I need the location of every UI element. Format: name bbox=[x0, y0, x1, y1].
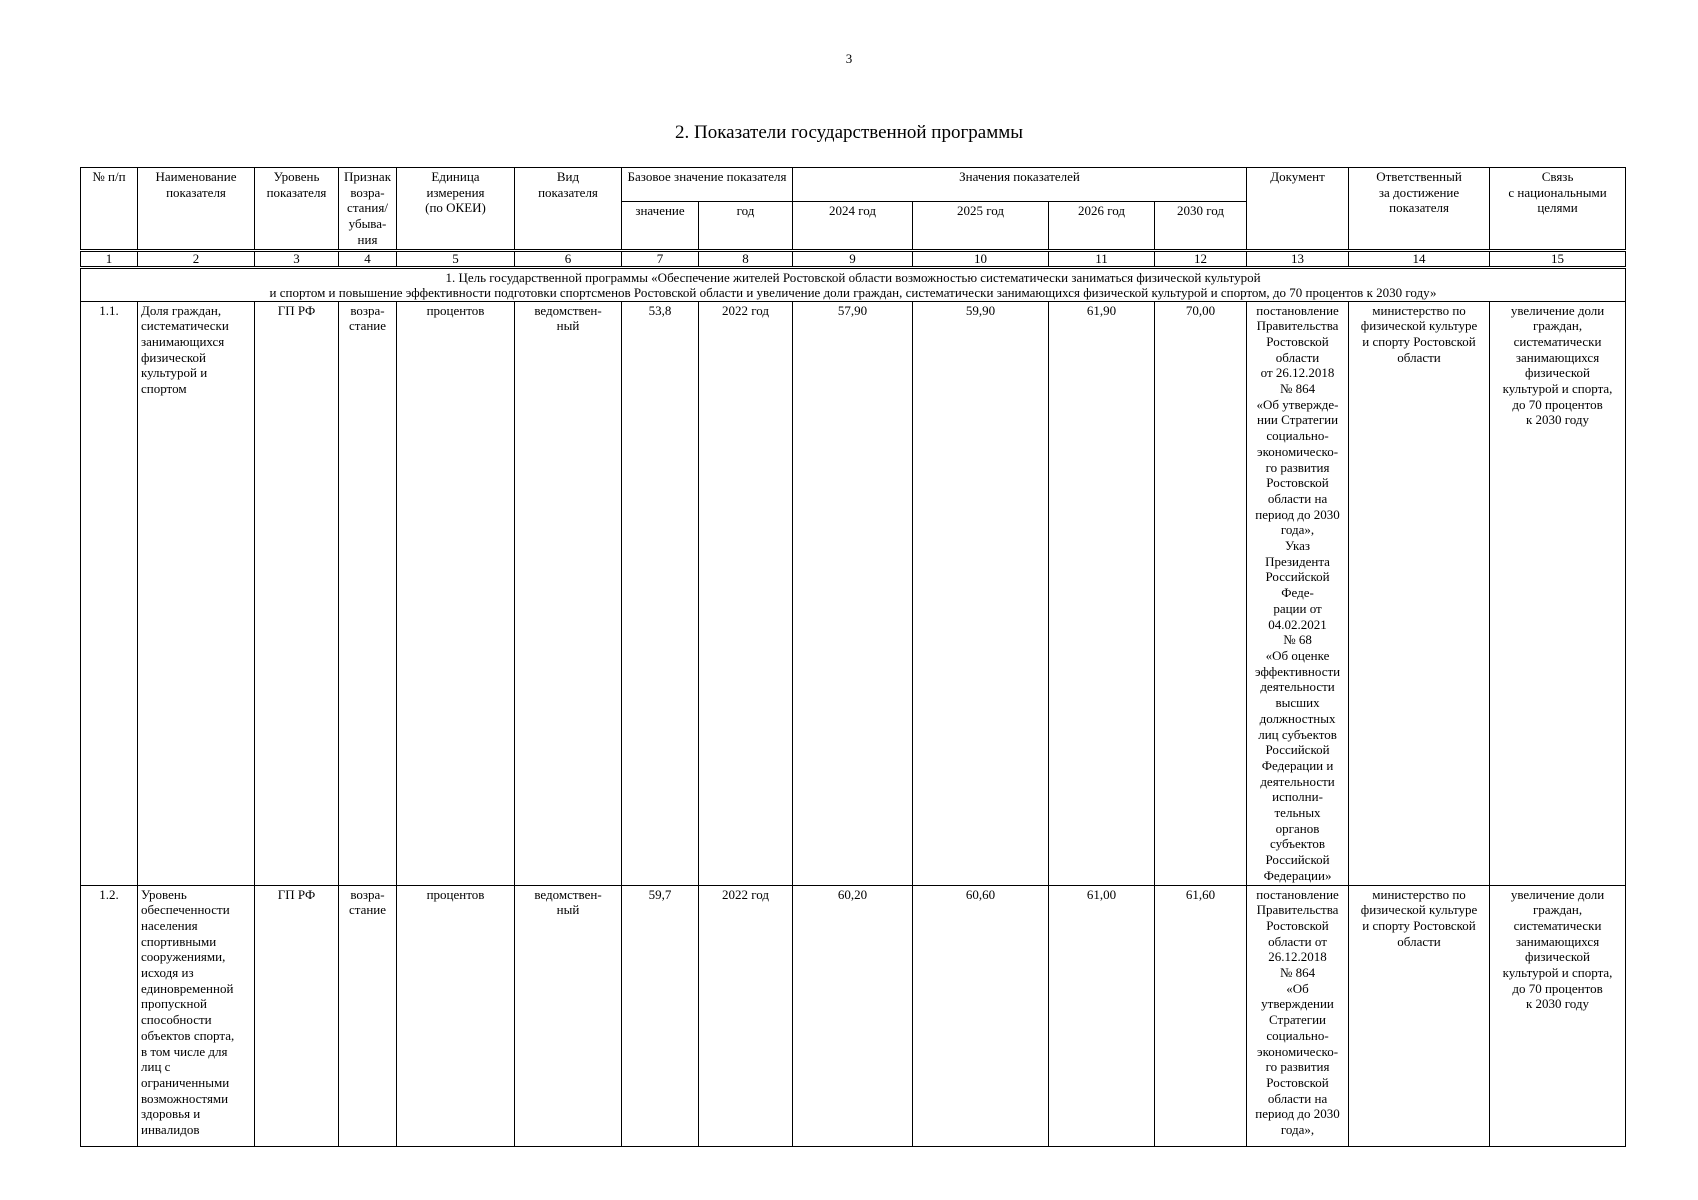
text-line: ограниченными bbox=[141, 1074, 230, 1090]
text-line: увеличение доли bbox=[1510, 886, 1605, 902]
text-line: экономическо- bbox=[1257, 1043, 1339, 1059]
text-line: социально- bbox=[1266, 1027, 1329, 1043]
text-line: Российской bbox=[1265, 852, 1330, 868]
text-line: исполни- bbox=[1272, 789, 1323, 805]
text-line: области bbox=[1275, 349, 1320, 365]
text-line: к 2030 году bbox=[1525, 996, 1590, 1012]
text-line: возможностями bbox=[141, 1090, 229, 1106]
indicator-name bbox=[138, 885, 255, 1146]
header-num: № п/п bbox=[81, 168, 138, 251]
column-number: 11 bbox=[1049, 250, 1155, 267]
header-year-2025: 2025 год bbox=[913, 201, 1049, 250]
text-line: ния bbox=[357, 231, 378, 247]
value-2025: 60,60 bbox=[913, 885, 1049, 1146]
column-number: 9 bbox=[793, 250, 913, 267]
text-line: Связь bbox=[1541, 169, 1574, 184]
text-line: за достижение bbox=[1378, 184, 1460, 200]
text-line: обеспеченности bbox=[141, 902, 230, 918]
text-line: Доля граждан, bbox=[141, 302, 222, 318]
indicator-document bbox=[1247, 301, 1349, 885]
base-value: 59,7 bbox=[622, 885, 699, 1146]
table-row bbox=[81, 885, 1626, 1146]
column-number: 14 bbox=[1349, 250, 1490, 267]
column-number: 2 bbox=[138, 250, 255, 267]
text-line: ный bbox=[556, 902, 580, 918]
text-line: показателя bbox=[538, 184, 598, 200]
text-line: Ростовской bbox=[1266, 333, 1329, 349]
text-line: период до 2030 bbox=[1255, 1106, 1340, 1122]
value-2026: 61,00 bbox=[1049, 885, 1155, 1146]
text-line: и спорту Ростовской bbox=[1362, 333, 1476, 349]
text-line: систематически bbox=[1513, 333, 1602, 349]
text-line: лиц субъектов bbox=[1258, 726, 1337, 742]
text-line: культурой и спорта, bbox=[1502, 381, 1613, 397]
text-line: Правительства bbox=[1256, 902, 1339, 918]
text-line: Ростовской bbox=[1266, 1074, 1329, 1090]
text-line: Ответственный bbox=[1376, 169, 1462, 184]
column-number: 6 bbox=[515, 250, 622, 267]
header-year-2026: 2026 год bbox=[1049, 201, 1155, 250]
text-line: ный bbox=[556, 318, 580, 334]
text-line: «Об утвержде- bbox=[1256, 396, 1339, 412]
header-unit bbox=[397, 168, 515, 251]
indicator-national-goal bbox=[1490, 885, 1626, 1146]
text-line: года», bbox=[1280, 1122, 1315, 1138]
text-line: ведомствен- bbox=[534, 302, 602, 318]
text-line: стание bbox=[348, 902, 387, 918]
header-trend bbox=[339, 168, 397, 251]
indicator-trend bbox=[339, 885, 397, 1146]
text-line: министерство по bbox=[1372, 886, 1466, 902]
text-line: способности bbox=[141, 1012, 212, 1028]
text-line: области bbox=[1397, 349, 1441, 365]
text-line: физической bbox=[1525, 949, 1591, 965]
document-title: 2. Показатели государственной программы bbox=[674, 122, 1024, 143]
text-line: постановление bbox=[1256, 886, 1339, 902]
column-number: 3 bbox=[255, 250, 339, 267]
header-values: Значения показателей bbox=[793, 168, 1247, 202]
text-line: единовременной bbox=[141, 980, 234, 996]
header-link bbox=[1490, 168, 1626, 251]
text-line: органов bbox=[1275, 820, 1320, 836]
text-line: Единица bbox=[431, 169, 480, 184]
text-line: до 70 процентов bbox=[1512, 396, 1603, 412]
text-line: «Об bbox=[1286, 980, 1309, 996]
text-line: целями bbox=[1537, 200, 1578, 216]
text-line: № 68 bbox=[1283, 632, 1312, 648]
text-line: физической культуре bbox=[1360, 902, 1478, 918]
header-level: Уровень показателя bbox=[255, 168, 339, 251]
text-line: населения bbox=[141, 917, 198, 933]
indicator-trend bbox=[339, 301, 397, 885]
text-line: Феде- bbox=[1281, 585, 1314, 601]
text-line: Российской bbox=[1265, 742, 1330, 758]
text-line: (по ОКЕИ) bbox=[425, 200, 486, 216]
value-2024: 60,20 bbox=[793, 885, 913, 1146]
program-goal bbox=[81, 267, 1626, 301]
text-line: здоровья и bbox=[141, 1106, 201, 1122]
text-line: пропускной bbox=[141, 996, 207, 1012]
text-line: занимающихся bbox=[1515, 933, 1600, 949]
text-line: спортивными bbox=[141, 933, 217, 949]
value-2026: 61,90 bbox=[1049, 301, 1155, 885]
text-line: Российской bbox=[1265, 569, 1330, 585]
text-line: инвалидов bbox=[141, 1122, 200, 1138]
text-line: увеличение доли bbox=[1510, 302, 1605, 318]
page-number: 3 bbox=[845, 51, 853, 66]
text-line: 26.12.2018 bbox=[1268, 949, 1327, 965]
text-line: физической культуре bbox=[1360, 318, 1478, 334]
value-2030: 61,60 bbox=[1155, 885, 1247, 1146]
text-line: социально- bbox=[1266, 428, 1329, 444]
column-number: 5 bbox=[397, 250, 515, 267]
indicator-level: ГП РФ bbox=[255, 885, 339, 1146]
text-line: период до 2030 bbox=[1255, 506, 1340, 522]
indicator-type bbox=[515, 301, 622, 885]
indicator-name bbox=[138, 301, 255, 885]
text-line: систематически bbox=[141, 318, 229, 334]
text-line: возра- bbox=[350, 886, 385, 902]
text-line: от 26.12.2018 bbox=[1260, 365, 1335, 381]
header-row bbox=[81, 168, 1626, 202]
text-line: Правительства bbox=[1256, 318, 1339, 334]
text-line: го развития bbox=[1265, 1059, 1330, 1075]
indicator-document bbox=[1247, 885, 1349, 1146]
text-line: физической bbox=[141, 349, 206, 365]
text-line: экономическо- bbox=[1257, 443, 1339, 459]
value-2024: 57,90 bbox=[793, 301, 913, 885]
text-line: Указ bbox=[1284, 538, 1311, 554]
text-line: физической bbox=[1525, 365, 1591, 381]
text-line: области от bbox=[1268, 933, 1327, 949]
text-line: тельных bbox=[1274, 805, 1321, 821]
text-line: деятельности bbox=[1260, 773, 1335, 789]
base-value: 53,8 bbox=[622, 301, 699, 885]
header-base: Базовое значение показателя bbox=[622, 168, 793, 202]
text-line: граждан, bbox=[1532, 902, 1583, 918]
base-year: 2022 год bbox=[699, 301, 793, 885]
text-line: Президента bbox=[1265, 553, 1330, 569]
text-line: объектов спорта, bbox=[141, 1027, 235, 1043]
text-line: утверждении bbox=[1261, 996, 1334, 1012]
text-line: министерство по bbox=[1372, 302, 1466, 318]
indicator-unit: процентов bbox=[397, 301, 515, 885]
column-number: 10 bbox=[913, 250, 1049, 267]
text-line: 04.02.2021 bbox=[1268, 616, 1327, 632]
indicator-level: ГП РФ bbox=[255, 301, 339, 885]
indicator-national-goal bbox=[1490, 301, 1626, 885]
base-year: 2022 год bbox=[699, 885, 793, 1146]
text-line: культурой и bbox=[141, 365, 208, 381]
text-line: № 864 bbox=[1279, 381, 1316, 397]
text-line: исходя из bbox=[141, 965, 194, 981]
text-line: Федерации» bbox=[1263, 867, 1332, 883]
text-line: нии Стратегии bbox=[1256, 412, 1339, 428]
goal-row bbox=[81, 267, 1626, 301]
column-number: 1 bbox=[81, 250, 138, 267]
text-line: ведомствен- bbox=[534, 886, 602, 902]
text-line: с национальными bbox=[1508, 184, 1607, 200]
indicator-unit: процентов bbox=[397, 885, 515, 1146]
text-line: стания/ bbox=[347, 200, 388, 216]
text-line: области bbox=[1397, 933, 1441, 949]
indicators-table bbox=[80, 167, 1626, 1147]
text-line: Ростовской bbox=[1266, 917, 1329, 933]
column-number: 8 bbox=[699, 250, 793, 267]
text-line: Признак bbox=[343, 169, 392, 184]
header-type bbox=[515, 168, 622, 251]
header-year-2030: 2030 год bbox=[1155, 201, 1247, 250]
table-row bbox=[81, 301, 1626, 885]
text-line: Федерации и bbox=[1261, 757, 1334, 773]
text-line: занимающихся bbox=[141, 333, 225, 349]
indicator-responsible bbox=[1349, 885, 1490, 1146]
text-line: Вид bbox=[556, 169, 580, 184]
text-line: области на bbox=[1267, 1090, 1328, 1106]
text-line: в том числе для bbox=[141, 1043, 228, 1059]
text-line: к 2030 году bbox=[1525, 412, 1590, 428]
text-line: показателя bbox=[1389, 200, 1449, 216]
header-base-year: год bbox=[699, 201, 793, 250]
header-name: Наименование показателя bbox=[138, 168, 255, 251]
text-line: № 864 bbox=[1279, 965, 1316, 981]
text-line: постановление bbox=[1256, 302, 1339, 318]
text-line: должностных bbox=[1259, 710, 1336, 726]
text-line: «Об оценке bbox=[1265, 647, 1330, 663]
text-line: рации от bbox=[1273, 600, 1322, 616]
text-line: культурой и спорта, bbox=[1502, 965, 1613, 981]
column-number: 13 bbox=[1247, 250, 1349, 267]
indicator-type bbox=[515, 885, 622, 1146]
text-line: Стратегии bbox=[1269, 1012, 1327, 1028]
column-number: 15 bbox=[1490, 250, 1626, 267]
text-line: Уровень bbox=[141, 886, 187, 902]
row-num: 1.1. bbox=[81, 301, 138, 885]
indicator-responsible bbox=[1349, 301, 1490, 885]
text-line: деятельности bbox=[1260, 679, 1335, 695]
text-line: граждан, bbox=[1532, 318, 1583, 334]
text-line: систематически bbox=[1513, 917, 1602, 933]
header-document: Документ bbox=[1247, 168, 1349, 251]
text-line: спортом bbox=[141, 381, 187, 397]
column-numbers-row bbox=[81, 250, 1626, 267]
text-line: высших bbox=[1275, 695, 1320, 711]
text-line: сооружениями, bbox=[141, 949, 226, 965]
text-line: убыва- bbox=[348, 216, 387, 232]
text-line: лиц с bbox=[141, 1059, 171, 1075]
column-number: 4 bbox=[339, 250, 397, 267]
text-line: и спорту Ростовской bbox=[1362, 917, 1476, 933]
value-2030: 70,00 bbox=[1155, 301, 1247, 885]
header-year-2024: 2024 год bbox=[793, 201, 913, 250]
column-number: 7 bbox=[622, 250, 699, 267]
header-base-value: значение bbox=[622, 201, 699, 250]
text-line: области на bbox=[1267, 490, 1328, 506]
text-line: возра- bbox=[350, 302, 385, 318]
text-line: го развития bbox=[1265, 459, 1330, 475]
text-line: занимающихся bbox=[1515, 349, 1600, 365]
text-line: стание bbox=[348, 318, 387, 334]
value-2025: 59,90 bbox=[913, 301, 1049, 885]
text-line: измерения bbox=[426, 184, 485, 200]
text-line: года», bbox=[1280, 522, 1315, 538]
text-line: Ростовской bbox=[1266, 475, 1329, 491]
row-num: 1.2. bbox=[81, 885, 138, 1146]
column-number: 12 bbox=[1155, 250, 1247, 267]
text-line: 1. Цель государственной программы «Обеспечение жителей Ростовской области возможностью систематически заниматься физической культурой bbox=[445, 269, 1261, 285]
text-line: субъектов bbox=[1270, 836, 1326, 852]
text-line: до 70 процентов bbox=[1512, 980, 1603, 996]
text-line: возра- bbox=[350, 184, 385, 200]
text-line: и спортом и повышение эффективности подготовки спортсменов Ростовской области и увеличение доли граждан, систематически занимающихся физической культурой и спортом, до 70 процентов к 2030 году» bbox=[269, 284, 1437, 300]
text-line: эффективности bbox=[1254, 663, 1341, 679]
header-responsible bbox=[1349, 168, 1490, 251]
